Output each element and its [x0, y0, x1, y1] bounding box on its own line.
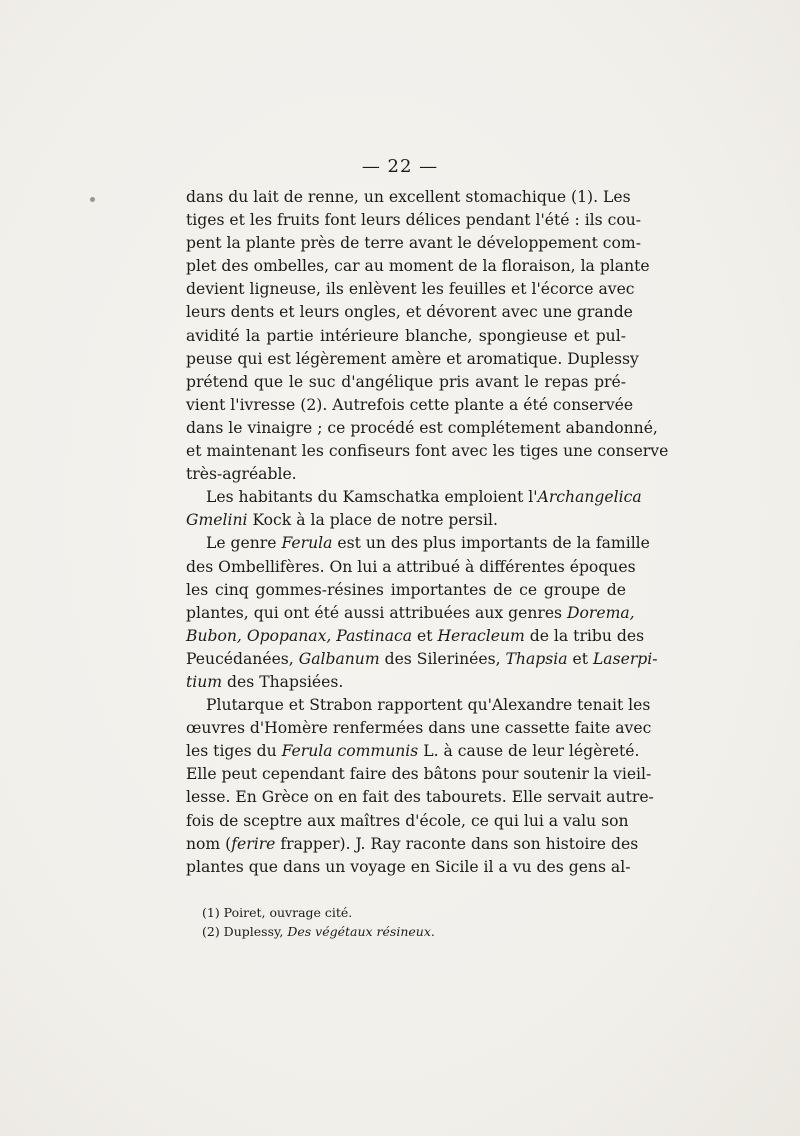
text-segment: Plutarque et Strabon rapportent qu'Alexandre tenait les — [206, 696, 651, 715]
footnote-segment: (2) Duplessy, — [202, 924, 288, 939]
text-segment: pent la plante près de terre avant le développement com- — [186, 234, 641, 253]
ink-speck — [90, 197, 95, 202]
text-segment: et — [412, 626, 438, 645]
text-segment: L. à cause de leur légèreté. — [418, 742, 640, 761]
text-line — [186, 625, 645, 648]
text-line — [186, 717, 652, 740]
footnote-segment: (1) Poiret, ouvrage cité. — [202, 905, 353, 920]
text-segment: Dorema, — [567, 603, 635, 622]
footnote — [202, 922, 622, 941]
text-line — [186, 556, 636, 579]
text-segment: Gmelini — [186, 511, 248, 530]
text-line — [186, 786, 654, 809]
text-segment: plantes, qui ont été aussi attribuées aux genres — [186, 603, 568, 622]
text-segment: Heracleum — [437, 626, 525, 645]
text-line — [186, 463, 626, 486]
text-segment: des Thapsiées. — [222, 672, 344, 691]
text-segment: œuvres d'Homère renfermées dans une cassette faite avec — [186, 719, 652, 738]
text-segment: vient l'ivresse (2). Autrefois cette plante a été conservée — [186, 395, 634, 414]
footnotes — [202, 903, 622, 941]
text-line — [186, 486, 642, 509]
text-segment: plet des ombelles, car au moment de la floraison, la plante — [186, 257, 650, 276]
text-line — [186, 232, 641, 255]
text-segment: de la tribu des — [524, 626, 645, 645]
text-segment: Thapsia — [505, 649, 568, 668]
page-number: — 22 — — [361, 156, 439, 177]
text-segment: très-agréable. — [186, 465, 297, 484]
text-line — [186, 509, 626, 532]
text-line — [186, 186, 631, 209]
body-text — [186, 186, 669, 879]
text-segment: tiges et les fruits font leurs délices pendant l'été : ils cou- — [186, 211, 642, 230]
text-segment: Kock à la place de notre persil. — [247, 511, 498, 530]
text-segment: ferire — [231, 834, 276, 853]
text-segment: tium — [186, 672, 223, 691]
text-segment: les cinq gommes-résines importantes de ce groupe de — [186, 580, 626, 599]
text-line — [186, 348, 639, 371]
text-segment: fois de sceptre aux maîtres d'école, ce qui lui a valu son — [186, 811, 629, 830]
text-line — [186, 417, 658, 440]
text-segment: Galbanum — [298, 649, 380, 668]
text-segment: dans le vinaigre ; ce procédé est complétement abandonné, — [186, 418, 658, 437]
text-line — [186, 810, 629, 833]
text-segment: Laserpi- — [592, 649, 658, 668]
text-line — [186, 694, 651, 717]
text-line — [186, 394, 634, 417]
text-line — [186, 648, 658, 671]
text-segment: Ferula communis — [281, 742, 419, 761]
text-segment: des Ombellifères. On lui a attribué à différentes époques — [186, 557, 636, 576]
text-segment: Peucédanées, — [186, 649, 299, 668]
text-line — [186, 763, 652, 786]
text-segment: est un des plus importants de la famille — [332, 534, 650, 553]
text-line — [186, 856, 631, 879]
text-line — [186, 209, 642, 232]
text-segment: et — [567, 649, 593, 668]
text-segment: Archangelica — [537, 488, 642, 507]
text-segment: prétend que le suc d'angélique pris avant le repas pré- — [186, 372, 626, 391]
text-line — [186, 301, 633, 324]
text-segment: les tiges du — [186, 742, 282, 761]
text-segment: avidité la partie intérieure blanche, spongieuse et pul- — [186, 326, 626, 345]
text-segment: lesse. En Grèce on en fait des tabourets. Elle servait autre- — [186, 788, 654, 807]
text-line — [186, 278, 635, 301]
text-line — [186, 440, 669, 463]
footnote-segment: Des végétaux résineux. — [287, 924, 435, 939]
text-line — [186, 532, 650, 555]
text-segment: et maintenant les confiseurs font avec les tiges une conserve — [186, 442, 669, 461]
text-segment: peuse qui est légèrement amère et aromatique. Duplessy — [186, 349, 639, 368]
text-segment: Bubon, Opopanax, Pastinaca — [186, 626, 413, 645]
text-line — [186, 740, 640, 763]
text-segment: nom ( — [186, 834, 232, 853]
text-line — [186, 833, 639, 856]
text-segment: Elle peut cependant faire des bâtons pour soutenir la vieil- — [186, 765, 652, 784]
text-line — [186, 325, 626, 348]
text-segment: plantes que dans un voyage en Sicile il a vu des gens al- — [186, 857, 631, 876]
text-line — [186, 371, 626, 394]
text-segment: des Silerinées, — [379, 649, 506, 668]
footnote — [202, 903, 622, 922]
text-segment: frapper). J. Ray raconte dans son histoire des — [275, 834, 639, 853]
text-segment: leurs dents et leurs ongles, et dévorent avec une grande — [186, 303, 633, 322]
text-line — [186, 602, 635, 625]
text-segment: Ferula — [281, 534, 333, 553]
text-segment: devient ligneuse, ils enlèvent les feuilles et l'écorce avec — [186, 280, 635, 299]
text-line — [186, 579, 626, 602]
text-segment: Les habitants du Kamschatka emploient l' — [206, 488, 538, 507]
text-segment: dans du lait de renne, un excellent stomachique (1). Les — [186, 188, 631, 206]
text-segment: Le genre — [206, 534, 282, 553]
text-line — [186, 671, 626, 694]
text-line — [186, 255, 650, 278]
